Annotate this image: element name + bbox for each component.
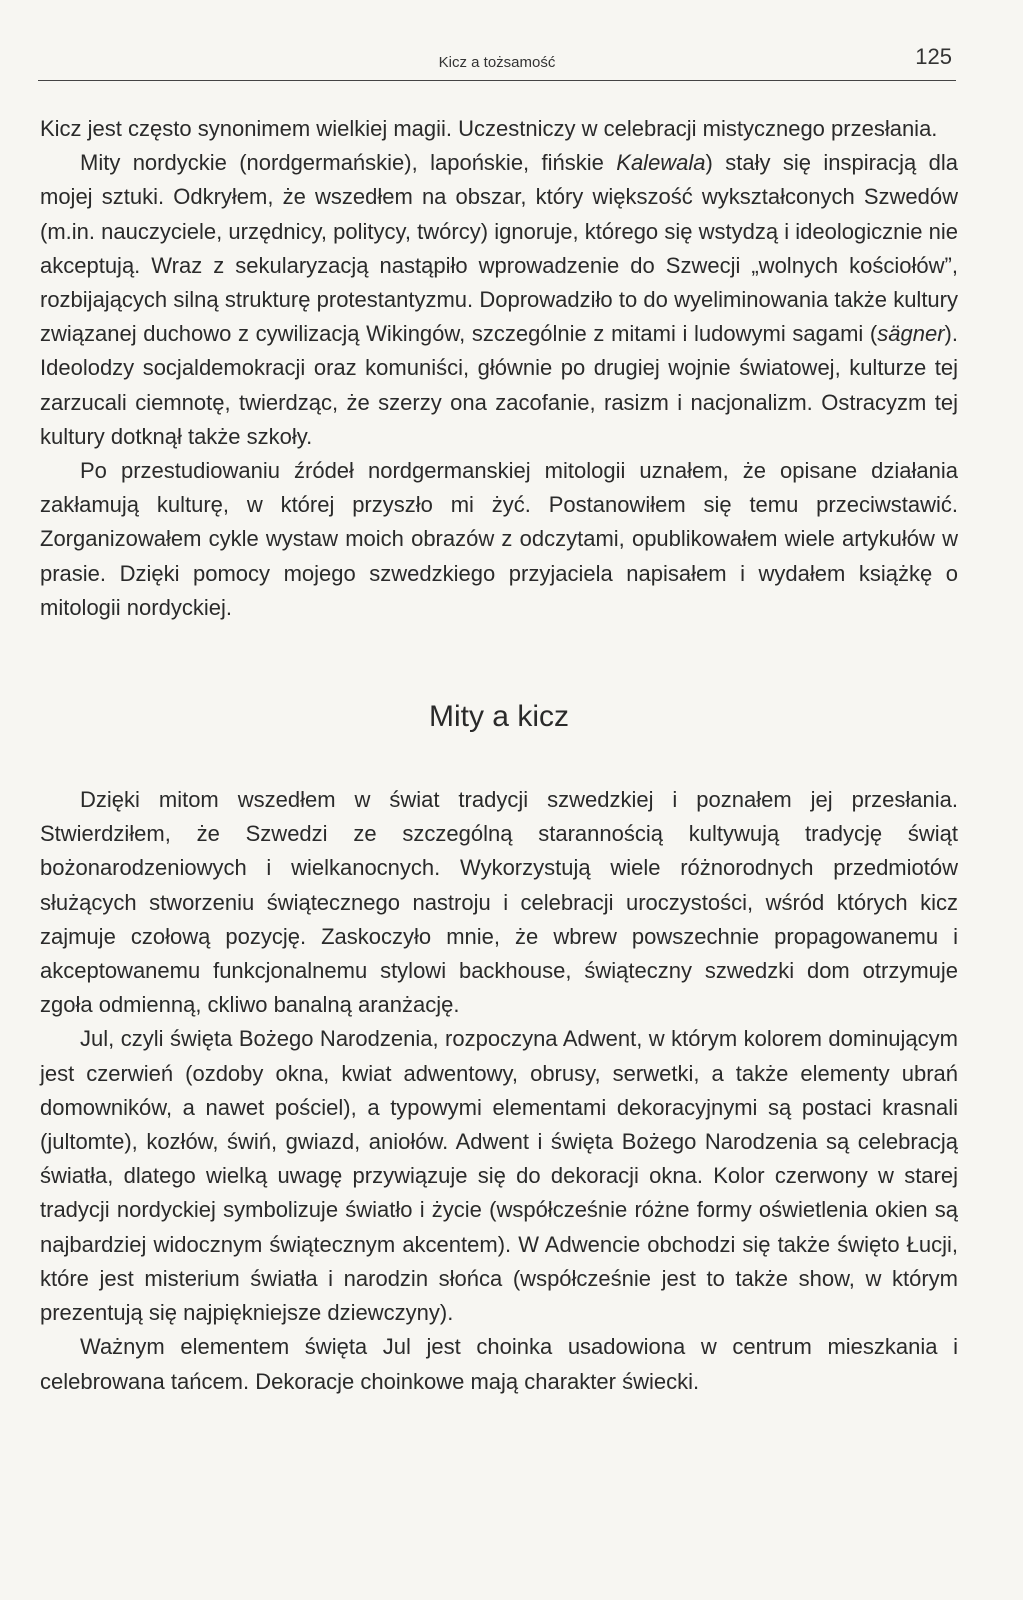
paragraph-1: Kicz jest często synonimem wielkiej magii. Uczestniczy w celebracji mistycznego przesłania. bbox=[40, 116, 938, 141]
section-heading: Mity a kicz bbox=[428, 700, 569, 734]
paragraph-2-italic-kalewala: Kalewala bbox=[616, 150, 706, 176]
page-header bbox=[38, 44, 956, 86]
running-title: Kicz a tożsamość bbox=[438, 54, 556, 71]
paragraph-4: Dzięki mitom wszedłem w świat tradycji szwedzkiej i poznałem jej przesłania. Stwierdziłem, że Szwedzi ze szczególną starannością kultywują tradycję świąt bożonarodzeniowych i wielkanocnych. Wykorzystują wiele różnorodnych przedmiotów służących stworzeniu świątecznego nastroju i celebracji uroczystości, wśród których kicz zajmuje czołową pozycję. Zaskoczyło mnie, że wbrew powszechnie propagowanemu i akceptowanemu funkcjonalnemu stylowi backhouse, świąteczny szwedzki dom otrzymuje zgoła odmienną, ckliwo banalną aranżację. bbox=[40, 787, 958, 1018]
section-spacer bbox=[40, 625, 958, 697]
paragraph-5: Jul, czyli święta Bożego Narodzenia, rozpoczyna Adwent, w którym kolorem dominującym jest czerwień (ozdoby okna, kwiat adwentowy, obrusy, serwetki, a także elementy ubrań domowników, a nawet pościel), a typowymi elementami dekoracyjnymi są postaci krasnali (jultomte), kozłów, świń, gwiazd, aniołów. Adwent i święta Bożego Narodzenia są celebracją światła, dlatego wielką uwagę przywiązuje się do dekoracji okna. Kolor czerwony w starej tradycji nordyckiej symbolizuje światło i życie (współcześnie różne formy oświetlenia okien są najbardziej widocznym świątecznym akcentem). W Adwencie obchodzi się także święto Łucji, które jest misterium światła i narodzin słońca (współcześnie jest to także show, w którym prezentują się najpiękniejsze dziewczyny). bbox=[40, 1026, 958, 1326]
paragraph-2-part-c: ). Ideolodzy socjaldemokracji oraz komuniści, głównie po drugiej wojnie światowej, kulturze tej zarzucali ciemnotę, twierdząc, że szerzy ona zacofanie, rasizm i nacjonalizm. Ostracyzm tej kultury dotknął także szkoły. bbox=[40, 321, 958, 449]
heading-spacer bbox=[40, 737, 958, 783]
paragraph-6: Ważnym elementem święta Jul jest choinka usadowiona w centrum mieszkania i celebrowana tańcem. Dekoracje choinkowe mają charakter świecki. bbox=[40, 1334, 958, 1394]
page-number: 125 bbox=[915, 44, 952, 69]
paragraph-2 bbox=[40, 146, 958, 454]
paragraph-2-part-b: ) stały się inspiracją dla mojej sztuki. Odkryłem, że wszedłem na obszar, który większość wykształconych Szwedów (m.in. nauczyciele, urzędnicy, politycy, twórcy) ignoruje, którego się wstydzą i ideologicznie nie akceptują. Wraz z sekularyzacją nastąpiło wprowadzenie do Szwecji „wolnych kościołów”, rozbijających silną strukturę protestantyzmu. Doprowadziło to do wyeliminowania także kultury związanej duchowo z cywilizacją Wikingów, szczególnie z mitami i ludowymi sagami ( bbox=[40, 150, 958, 347]
paragraph-2-italic-sagner: sägner bbox=[877, 321, 945, 347]
page-body bbox=[40, 112, 958, 1399]
paragraph-3: Po przestudiowaniu źródeł nordgermanskiej mitologii uznałem, że opisane działania zakłamują kulturę, w której przyszło mi żyć. Postanowiłem się temu przeciwstawić. Zorganizowałem cykle wystaw moich obrazów z odczytami, opublikowałem wiele artykułów w prasie. Dzięki pomocy mojego szwedzkiego przyjaciela napisałem i wydałem książkę o mitologii nordyckiej. bbox=[40, 458, 958, 620]
header-rule bbox=[38, 80, 956, 81]
paragraph-2-part-a: Mity nordyckie (nordgermańskie), lapońskie, fińskie bbox=[80, 150, 617, 176]
